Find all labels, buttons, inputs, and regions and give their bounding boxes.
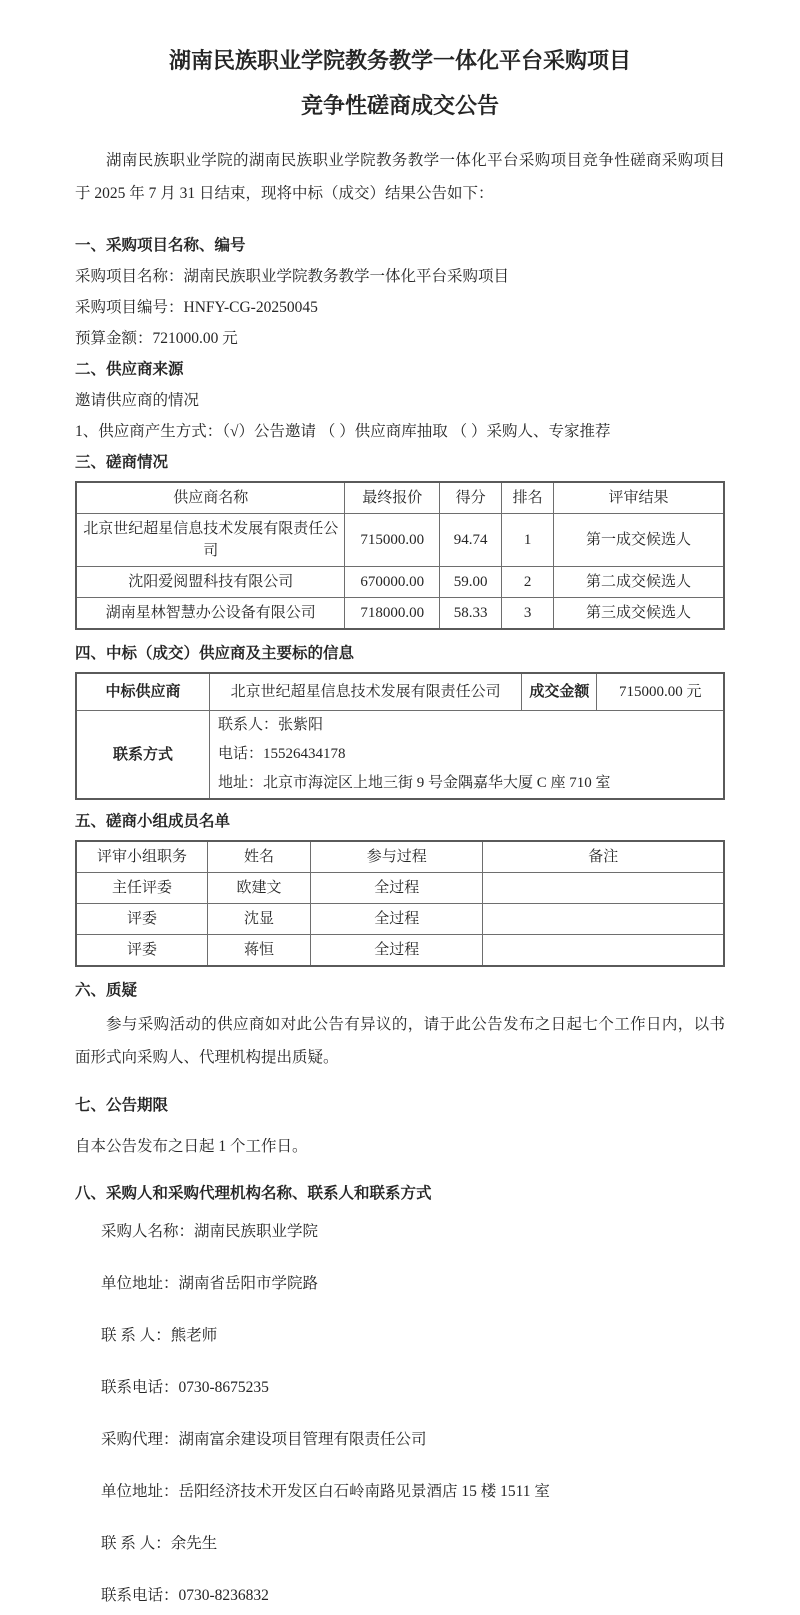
objection-paragraph: 参与采购活动的供应商如对此公告有异议的，请于此公告发布之日起七个工作日内，以书面形式向采购人、代理机构提出质疑。 xyxy=(75,1016,725,1066)
rank-cell: 1 xyxy=(502,514,554,567)
supplier-name-cell: 北京世纪超星信息技术发展有限责任公司 xyxy=(76,514,345,567)
remark-cell xyxy=(483,904,724,935)
intro-paragraph: 湖南民族职业学院的湖南民族职业学院教务教学一体化平台采购项目竞争性磋商采购项目于 2025 年 7 月 31 日结束，现将中标（成交）结果公告如下： xyxy=(75,152,725,202)
contact-label-cell: 联系方式 xyxy=(76,711,209,800)
section-7-heading: 七、公告期限 xyxy=(75,1097,169,1114)
process-cell: 全过程 xyxy=(311,904,483,935)
table-row xyxy=(76,873,724,904)
amount-label-cell: 成交金额 xyxy=(522,673,597,711)
remark-cell xyxy=(483,935,724,967)
section-5-heading: 五、磋商小组成员名单 xyxy=(75,813,231,830)
winner-label-cell: 中标供应商 xyxy=(76,673,209,711)
contact-phone-line: 电话：15526434178 xyxy=(217,746,346,762)
process-cell: 全过程 xyxy=(311,935,483,967)
section-4-heading: 四、中标（成交）供应商及主要标的信息 xyxy=(75,645,355,662)
budget-line: 预算金额：721000.00 元 xyxy=(75,330,238,347)
supplier-name-cell: 沈阳爱阅盟科技有限公司 xyxy=(76,567,345,598)
page-title-line1: 湖南民族职业学院教务教学一体化平台采购项目 xyxy=(168,48,631,73)
table-header-row xyxy=(76,841,724,873)
section-6-heading: 六、质疑 xyxy=(75,982,138,999)
section-1-heading: 一、采购项目名称、编号 xyxy=(75,237,246,254)
section-8-heading: 八、采购人和采购代理机构名称、联系人和联系方式 xyxy=(75,1185,432,1202)
project-name-line: 采购项目名称：湖南民族职业学院教务教学一体化平台采购项目 xyxy=(75,268,510,285)
purchaser-name-line: 采购人名称：湖南民族职业学院 xyxy=(101,1223,319,1240)
score-cell: 58.33 xyxy=(440,598,502,630)
col-header-score: 得分 xyxy=(440,482,502,514)
col-header-role: 评审小组职务 xyxy=(76,841,208,873)
rank-cell: 2 xyxy=(502,567,554,598)
table-row xyxy=(76,904,724,935)
agency-phone-line: 联系电话：0730-8236832 xyxy=(101,1587,269,1604)
winner-row xyxy=(76,673,724,711)
name-cell: 沈显 xyxy=(208,904,311,935)
review-result-cell: 第二成交候选人 xyxy=(554,567,724,598)
rank-cell: 3 xyxy=(502,598,554,630)
remark-cell xyxy=(483,873,724,904)
col-header-review-result: 评审结果 xyxy=(554,482,724,514)
name-cell: 欧建文 xyxy=(208,873,311,904)
supplier-name-cell: 湖南星林智慧办公设备有限公司 xyxy=(76,598,345,630)
role-cell: 主任评委 xyxy=(76,873,208,904)
winner-name-cell: 北京世纪超星信息技术发展有限责任公司 xyxy=(209,673,521,711)
role-cell: 评委 xyxy=(76,935,208,967)
negotiation-result-table xyxy=(75,481,725,630)
table-row xyxy=(76,514,724,567)
announcement-period-line: 自本公告发布之日起 1 个工作日。 xyxy=(75,1138,308,1155)
panel-members-table xyxy=(75,840,725,967)
project-code-line: 采购项目编号：HNFY-CG-20250045 xyxy=(75,299,318,316)
final-price-cell: 670000.00 xyxy=(345,567,440,598)
page-title-line2: 竞争性磋商成交公告 xyxy=(300,93,499,118)
winner-info-table xyxy=(75,672,725,800)
final-price-cell: 715000.00 xyxy=(345,514,440,567)
agency-name-line: 采购代理：湖南富余建设项目管理有限责任公司 xyxy=(101,1431,427,1448)
table-header-row xyxy=(76,482,724,514)
name-cell: 蒋恒 xyxy=(208,935,311,967)
role-cell: 评委 xyxy=(76,904,208,935)
review-result-cell: 第三成交候选人 xyxy=(554,598,724,630)
table-row xyxy=(76,567,724,598)
col-header-process: 参与过程 xyxy=(311,841,483,873)
supplier-method-line: 1、供应商产生方式：（√）公告邀请 （ ）供应商库抽取 （ ）采购人、专家推荐 xyxy=(75,423,611,440)
table-row xyxy=(76,598,724,630)
col-header-supplier: 供应商名称 xyxy=(76,482,345,514)
score-cell: 94.74 xyxy=(440,514,502,567)
section-3-heading: 三、磋商情况 xyxy=(75,454,169,471)
contact-details-cell xyxy=(209,711,724,800)
agency-address-line: 单位地址：岳阳经济技术开发区白石岭南路见景酒店 15 楼 1511 室 xyxy=(101,1483,550,1500)
table-row xyxy=(76,935,724,967)
col-header-remark: 备注 xyxy=(483,841,724,873)
score-cell: 59.00 xyxy=(440,567,502,598)
contact-address-line: 地址：北京市海淀区上地三街 9 号金隅嘉华大厦 C 座 710 室 xyxy=(217,775,611,791)
col-header-rank: 排名 xyxy=(502,482,554,514)
section-2-heading: 二、供应商来源 xyxy=(75,361,184,378)
review-result-cell: 第一成交候选人 xyxy=(554,514,724,567)
col-header-name: 姓名 xyxy=(208,841,311,873)
purchaser-contact-line: 联 系 人：熊老师 xyxy=(101,1327,218,1344)
agency-contact-line: 联 系 人：余先生 xyxy=(101,1535,218,1552)
col-header-final-price: 最终报价 xyxy=(345,482,440,514)
purchaser-address-line: 单位地址：湖南省岳阳市学院路 xyxy=(101,1275,319,1292)
amount-value-cell: 715000.00 元 xyxy=(597,673,724,711)
final-price-cell: 718000.00 xyxy=(345,598,440,630)
contact-row xyxy=(76,711,724,800)
process-cell: 全过程 xyxy=(311,873,483,904)
purchaser-phone-line: 联系电话：0730-8675235 xyxy=(101,1379,269,1396)
contact-person-line: 联系人：张紫阳 xyxy=(217,717,323,733)
supplier-invite-line: 邀请供应商的情况 xyxy=(75,392,200,409)
